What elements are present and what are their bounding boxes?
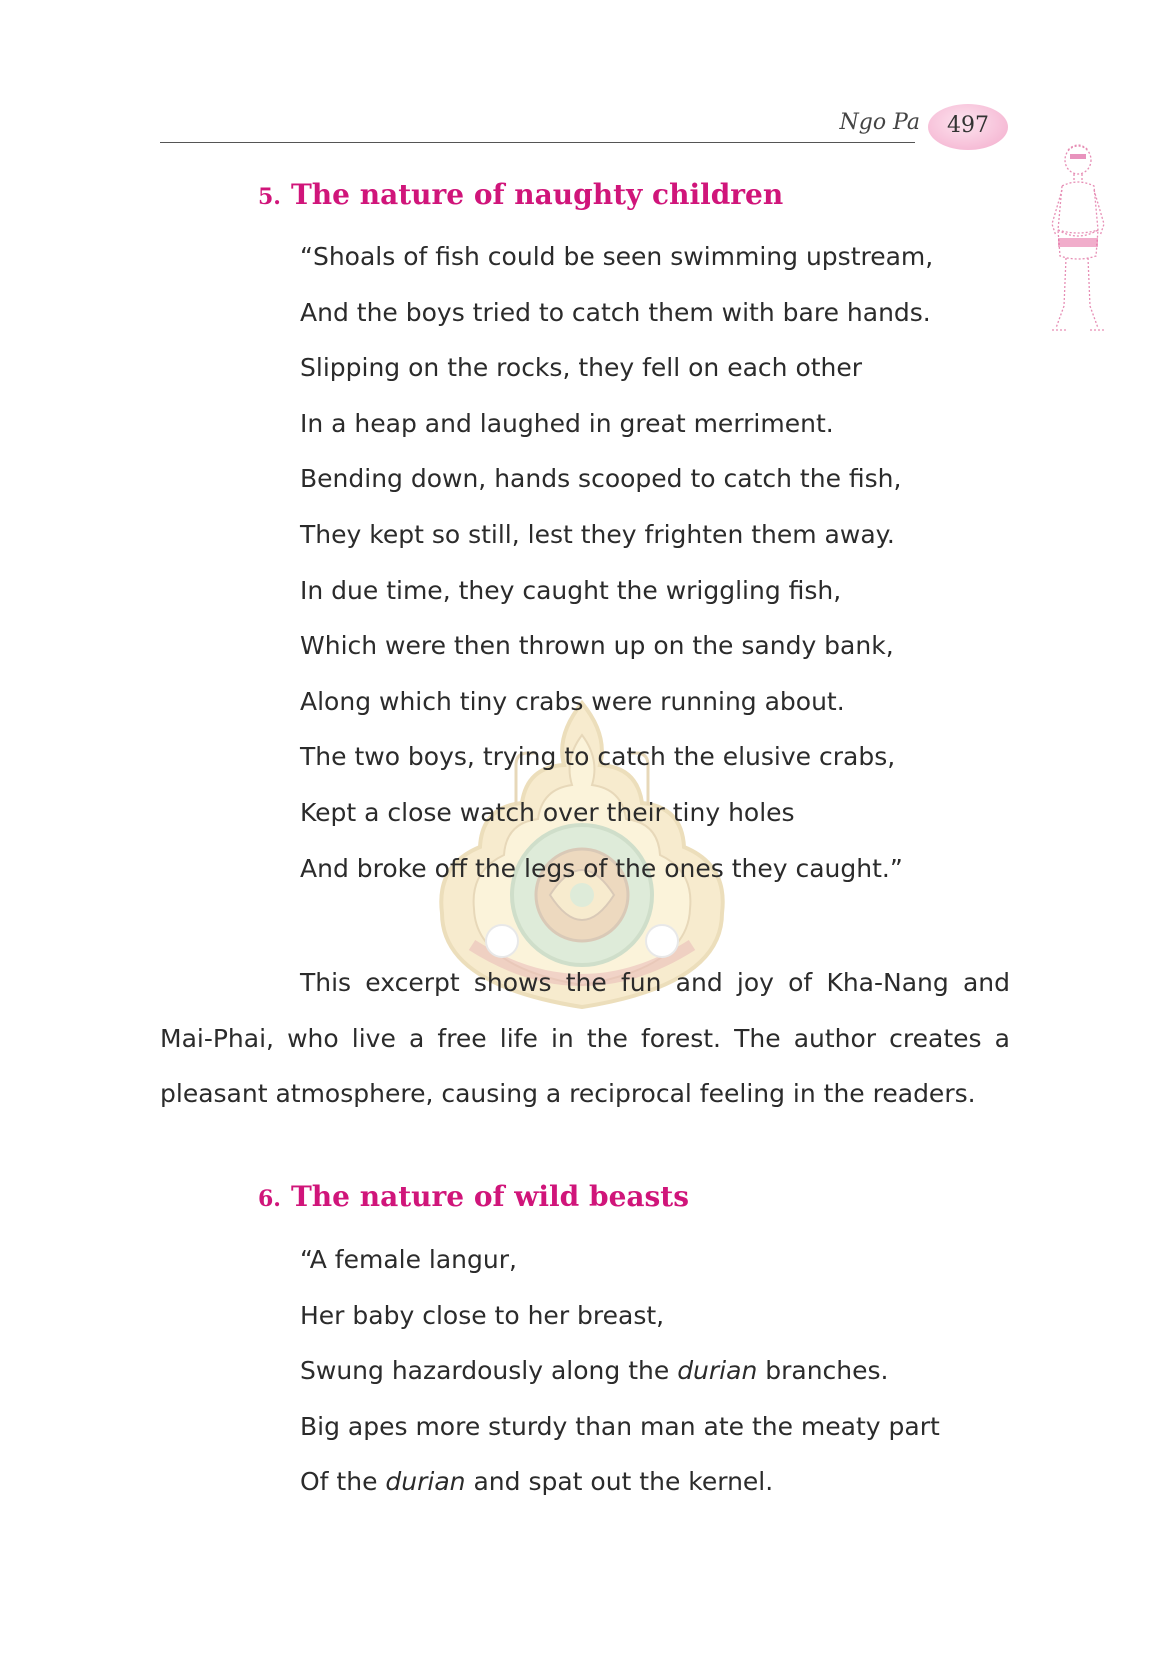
verse-line: And the boys tried to catch them with bare hands.: [300, 297, 931, 327]
verse-text: Of the: [300, 1467, 386, 1497]
paragraph-line: This excerpt shows the fun and joy of Kha-Nang and: [300, 968, 1010, 997]
section-5-heading: [258, 178, 783, 211]
verse-line: They kept so still, lest they frighten them away.: [300, 519, 895, 549]
verse-line: In a heap and laughed in great merriment.: [300, 408, 834, 438]
italic-term: durian: [385, 1467, 466, 1497]
verse-line: Kept a close watch over their tiny holes: [300, 797, 795, 827]
verse-line: The two boys, trying to catch the elusive crabs,: [300, 742, 896, 772]
header-rule: [160, 142, 915, 143]
section-5-title: The nature of naughty children: [290, 178, 784, 211]
verse-line: Which were then thrown up on the sandy bank,: [300, 631, 894, 661]
verse-line: [300, 1454, 940, 1510]
running-title: Ngo Pa: [839, 110, 920, 135]
paragraph-line: pleasant atmosphere, causing a reciprocal feeling in the readers.: [160, 1079, 976, 1109]
page-number: 497: [947, 113, 989, 138]
italic-term: durian: [677, 1356, 758, 1386]
standing-child-illustration: [1040, 138, 1116, 343]
verse-line: “A female langur,: [300, 1245, 517, 1274]
commentary-paragraph: [160, 955, 1010, 1122]
section-6-verse: [300, 1232, 940, 1510]
verse-line: “Shoals of fish could be seen swimming upstream,: [300, 242, 934, 271]
verse-text: Swung hazardously along the: [300, 1356, 678, 1386]
section-6-title: The nature of wild beasts: [290, 1180, 689, 1213]
verse-line: Slipping on the rocks, they fell on each other: [300, 353, 863, 383]
section-5-verse: [300, 229, 933, 896]
section-5-number: 5.: [258, 184, 281, 210]
verse-line: [300, 1343, 940, 1399]
verse-line: In due time, they caught the wriggling fish,: [300, 575, 842, 605]
paragraph-line: Mai-Phai, who live a free life in the forest. The author creates a: [160, 1023, 1010, 1053]
section-6-number: 6.: [258, 1186, 281, 1212]
verse-line: Big apes more sturdy than man ate the meaty part: [300, 1411, 940, 1441]
section-6-heading: [258, 1180, 689, 1213]
verse-line: Bending down, hands scooped to catch the fish,: [300, 464, 902, 494]
verse-line: Along which tiny crabs were running about.: [300, 686, 845, 716]
verse-line: Her baby close to her breast,: [300, 1300, 665, 1330]
verse-line: And broke off the legs of the ones they caught.”: [300, 853, 903, 883]
verse-text: branches.: [757, 1356, 889, 1386]
verse-text: and spat out the kernel.: [465, 1467, 774, 1497]
